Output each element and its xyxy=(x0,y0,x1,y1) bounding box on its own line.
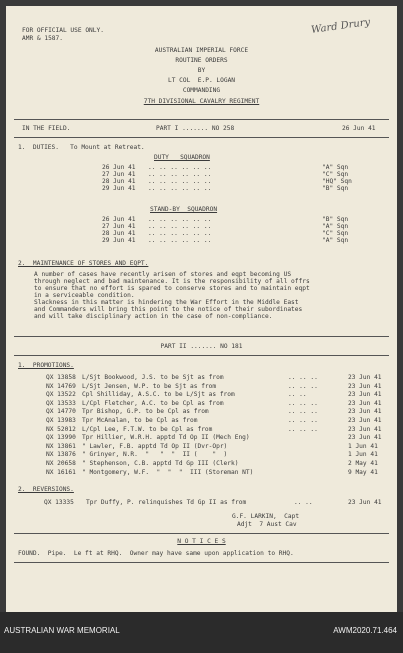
promotion-date: 23 Jun 41 xyxy=(348,382,382,390)
promotion-date: 23 Jun 41 xyxy=(348,408,382,416)
roster-date: 27 Jun 41 xyxy=(102,223,136,230)
promotion-date: 9 May 41 xyxy=(348,468,378,476)
promotion-text: L/Sjt Jensen, W.P. to be Sjt as from xyxy=(82,382,217,390)
service-number: QX 13533 xyxy=(46,399,76,407)
service-number: NX 13861 xyxy=(46,442,76,450)
promotion-text: Cpl Shilliday, A.S.C. to be L/Sjt as from xyxy=(82,391,235,399)
leader-dots: .. .. .. .. .. .. xyxy=(148,185,212,192)
leader-dots: .. .. .. .. .. .. xyxy=(148,230,212,237)
roster-row xyxy=(6,230,397,237)
paragraph-line: and will take disciplinary action in the case of non-compliance. xyxy=(34,313,273,320)
promotion-text: Tpr Hillier, W.R.H. apptd Td Op II (Mech Eng) xyxy=(82,434,250,442)
roster-date: 26 Jun 41 xyxy=(102,216,136,223)
document-subtitle: ROUTINE ORDERS xyxy=(175,57,228,64)
duties-heading: 1. DUTIES. To Mount at Retreat. xyxy=(18,144,145,151)
divider xyxy=(14,119,389,120)
roster-date: 27 Jun 41 xyxy=(102,171,136,178)
promotion-date: 23 Jun 41 xyxy=(348,399,382,407)
document-title: AUSTRALIAN IMPERIAL FORCE xyxy=(154,47,249,54)
promotion-row xyxy=(6,383,397,390)
promotions-heading: 1. PROMOTIONS. xyxy=(18,362,74,369)
service-number: NX 52012 xyxy=(46,425,76,433)
found-notice: FOUND. Pipe. Le ft at RHQ. Owner may have same upon application to RHQ. xyxy=(18,550,294,557)
leader-dots: .. .. .. xyxy=(288,425,318,433)
reversion-date: 23 Jun 41 xyxy=(348,499,382,506)
roster-row xyxy=(6,185,397,192)
footer-source: AUSTRALIAN WAR MEMORIAL xyxy=(4,626,120,635)
unit-name: 7TH DIVISIONAL CAVALRY REGIMENT xyxy=(143,98,260,105)
paragraph-line: Slackness in this matter is hindering the War Effort in the Middle East xyxy=(34,299,299,306)
service-number: NX 20658 xyxy=(46,460,76,467)
footer-accession: AWM2020.71.464 xyxy=(333,626,397,635)
paragraph-line: in a serviceable condition. xyxy=(34,292,135,299)
leader-dots: .. .. .. .. .. .. xyxy=(148,237,212,244)
footer-bar xyxy=(0,612,403,653)
promotion-date: 1 Jun 41 xyxy=(348,451,378,459)
leader-dots: .. .. xyxy=(294,499,313,506)
roster-squadron: "B" Sqn xyxy=(322,185,349,192)
divider xyxy=(14,533,389,534)
paragraph-line: A number of cases have recently arisen of stores and eqpt becoming US xyxy=(34,271,292,278)
promotion-text: " Lawler, F.B. apptd Td Op II (Dvr-Opr) xyxy=(82,442,228,450)
leader-dots: .. .. .. xyxy=(288,374,318,381)
promotion-text: " Grinyer, N.R. " " " II ( " ) xyxy=(82,451,228,459)
promotion-row xyxy=(6,451,397,458)
paragraph-line: and Commanders will bring this point to the notice of their subordinates xyxy=(34,306,303,313)
promotion-row xyxy=(6,426,397,433)
officer-name: LT COL E.P. LOGAN xyxy=(167,77,236,84)
leader-dots: .. .. .. .. .. .. xyxy=(148,178,212,185)
leader-dots: .. .. .. .. .. .. xyxy=(148,164,212,171)
handwritten-signature: Ward Drury xyxy=(310,16,371,37)
divider xyxy=(14,137,389,138)
service-number: QX 14770 xyxy=(46,408,76,416)
roster-date: 26 Jun 41 xyxy=(102,164,136,171)
roster-row xyxy=(6,171,397,178)
promotion-date: 23 Jun 41 xyxy=(348,391,382,399)
roster-squadron: "HQ" Sqn xyxy=(322,178,352,185)
by-line: BY xyxy=(197,67,206,74)
promotion-text: L/Cpl Fletcher, A.C. to be Cpl as from xyxy=(82,399,224,407)
promotion-date: 23 Jun 41 xyxy=(348,417,382,424)
promotion-text: Tpr McAnalan, to be Cpl as from xyxy=(82,417,198,424)
notices-heading: N O T I C E S xyxy=(177,538,226,545)
roster-date: 29 Jun 41 xyxy=(102,185,136,192)
promotion-row xyxy=(6,434,397,441)
divider xyxy=(14,355,389,356)
roster-row xyxy=(6,223,397,230)
roster-squadron: "C" Sqn xyxy=(322,230,349,237)
promotion-date: 23 Jun 41 xyxy=(348,425,382,433)
service-number: NX 13876 xyxy=(46,451,76,459)
paragraph-line: to ensure that no effort is spared to conserve stores and to maintain eqpt xyxy=(34,285,310,292)
service-number: NX 16161 xyxy=(46,468,76,476)
promotion-row xyxy=(6,417,397,424)
commanding-line: COMMANDING xyxy=(182,87,221,94)
divider xyxy=(14,562,389,563)
signoff-name: G.F. LARKIN, Capt xyxy=(232,513,300,520)
signoff-role: Adjt 7 Aust Cav xyxy=(237,521,297,528)
reversions-heading: 2. REVERSIONS. xyxy=(18,486,74,493)
paragraph-line: through neglect and bad maintenance. It is the responsibility of all offrs xyxy=(34,278,310,285)
roster-row xyxy=(6,178,397,185)
roster-date: 28 Jun 41 xyxy=(102,230,136,237)
promotion-row xyxy=(6,408,397,415)
leader-dots: .. .. xyxy=(288,391,307,399)
leader-dots: .. .. .. xyxy=(288,399,318,407)
duty-squadron-title: DUTY SQUADRON xyxy=(154,154,210,161)
service-number: QX 13522 xyxy=(46,391,76,399)
reference-number: AMR & 1587. xyxy=(22,35,63,42)
promotion-row xyxy=(6,460,397,467)
divider xyxy=(14,336,389,337)
promotion-date: 2 May 41 xyxy=(348,460,378,467)
leader-dots: .. .. .. .. .. .. xyxy=(148,171,212,178)
place-label: IN THE FIELD. xyxy=(22,125,71,132)
roster-squadron: "A" Sqn xyxy=(322,237,349,244)
promotion-date: 23 Jun 41 xyxy=(348,434,382,442)
promotion-date: 23 Jun 41 xyxy=(348,374,382,381)
promotion-row xyxy=(6,469,397,476)
part2-heading: PART II ....... NO 181 xyxy=(160,343,243,350)
part1-date: 26 Jun 41 xyxy=(342,125,376,132)
promotion-text: L/Sjt Bookwood, J.S. to be Sjt as from xyxy=(82,374,224,381)
reversion-row xyxy=(6,499,397,506)
service-number: QX 13858 xyxy=(46,374,76,381)
roster-row xyxy=(6,237,397,244)
promotion-row xyxy=(6,400,397,407)
service-number: QX 13983 xyxy=(46,417,76,424)
promotion-text: L/Cpl Lee, F.T.W. to be Cpl as from xyxy=(82,425,213,433)
part1-heading: PART I ....... NO 258 xyxy=(156,125,235,132)
service-number: QX 13335 xyxy=(44,499,74,506)
promotion-row xyxy=(6,391,397,398)
roster-date: 28 Jun 41 xyxy=(102,178,136,185)
leader-dots: .. .. .. xyxy=(288,382,318,390)
reversion-text: Tpr Duffy, P. relinquishes Td Gp II as from xyxy=(86,499,247,506)
roster-row xyxy=(6,216,397,223)
promotion-text: " Montgomery, W.F. " " " III (Storeman NT) xyxy=(82,468,254,476)
roster-date: 29 Jun 41 xyxy=(102,237,136,244)
official-use-label: FOR OFFICIAL USE ONLY. xyxy=(22,27,104,34)
roster-squadron: "B" Sqn xyxy=(322,216,349,223)
roster-squadron: "A" Sqn xyxy=(322,223,349,230)
leader-dots: .. .. .. xyxy=(288,417,318,424)
roster-squadron: "C" Sqn xyxy=(322,171,349,178)
promotion-text: " Stephenson, C.B. apptd Td Gp III (Clerk) xyxy=(82,460,239,467)
roster-squadron: "A" Sqn xyxy=(322,164,349,171)
leader-dots: .. .. .. xyxy=(288,408,318,416)
standby-squadron-title: STAND-BY SQUADRON xyxy=(150,206,218,213)
leader-dots: .. .. .. .. .. .. xyxy=(148,223,212,230)
leader-dots: .. .. .. .. .. .. xyxy=(148,216,212,223)
maintenance-heading: 2. MAINTENANCE OF STORES AND EQPT. xyxy=(18,260,149,267)
document-page xyxy=(6,6,397,612)
promotion-text: Tpr Bishop, G.P. to be Cpl as from xyxy=(82,408,209,416)
promotion-date: 1 Jun 41 xyxy=(348,442,378,450)
promotion-row xyxy=(6,443,397,450)
roster-row xyxy=(6,164,397,171)
service-number: QX 13990 xyxy=(46,434,76,442)
service-number: NX 14769 xyxy=(46,382,76,390)
promotion-row xyxy=(6,374,397,381)
